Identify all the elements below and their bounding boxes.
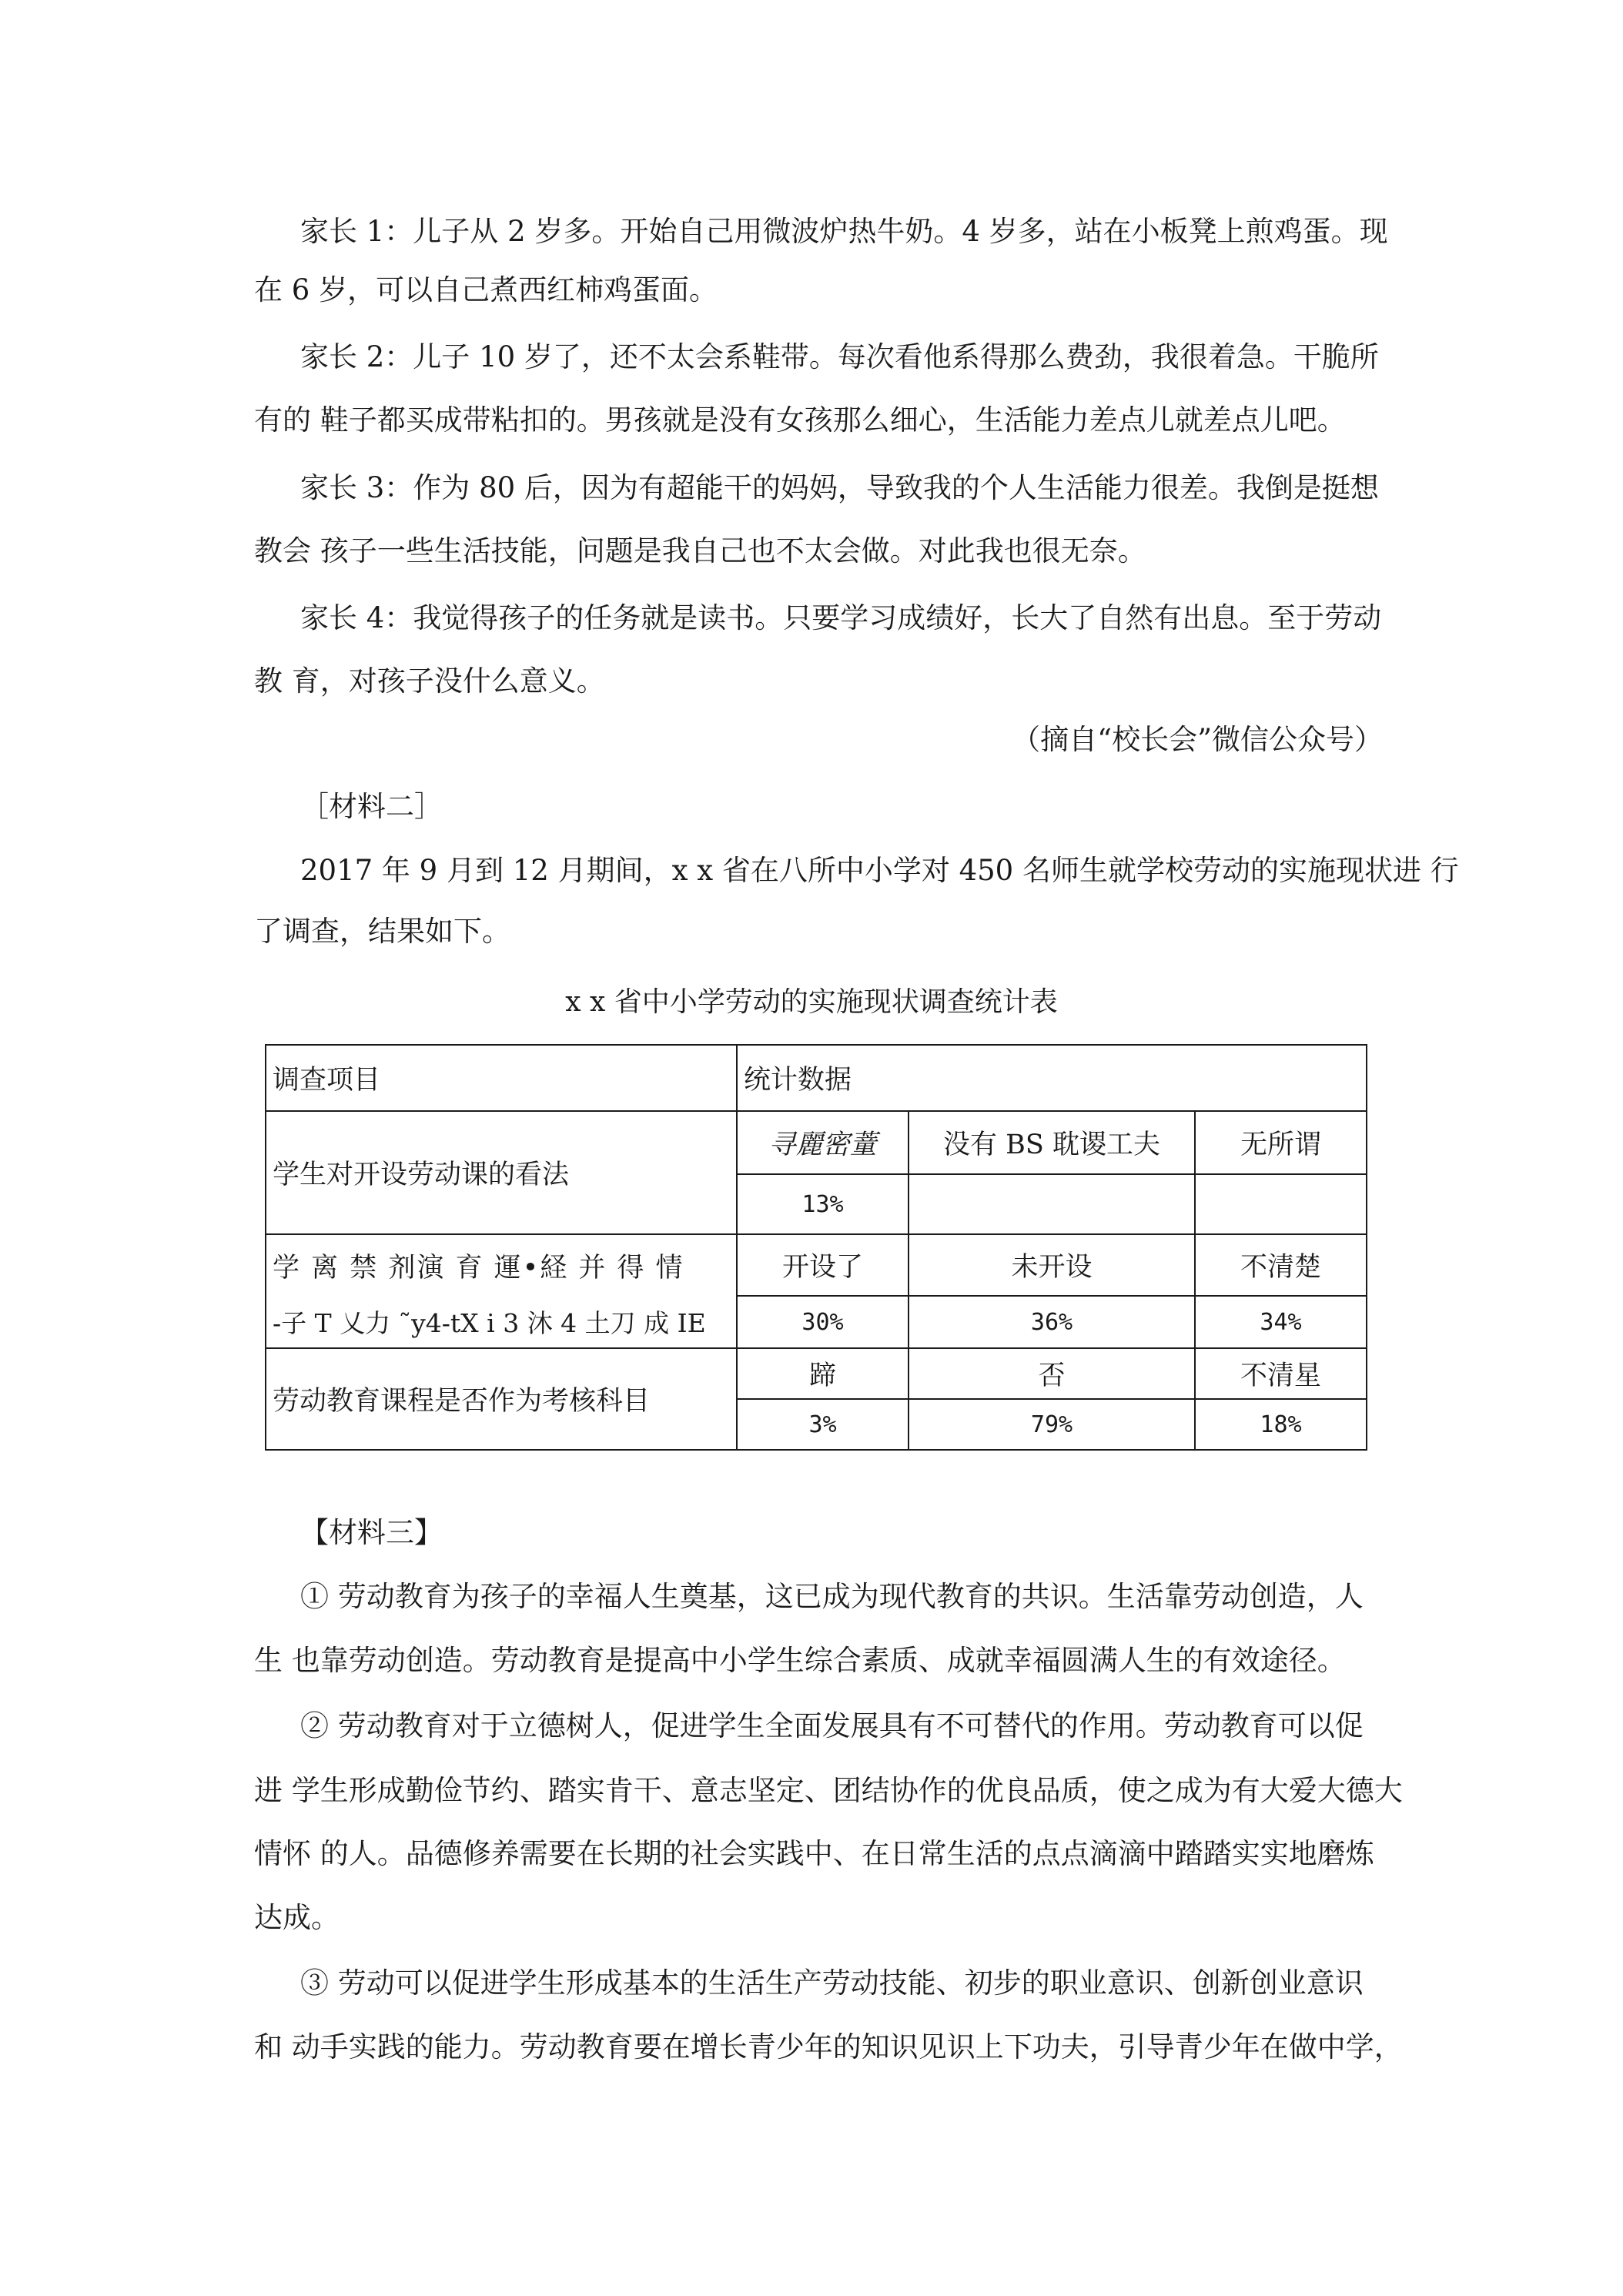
row-value: 30%: [737, 1296, 909, 1348]
row-value: 13%: [737, 1174, 909, 1234]
row-item-line-1: 学 离 禁 剂演 育 運•経 并 得 情: [266, 1234, 737, 1296]
parent-4-line-1: 家长 4：我觉得孩子的任务就是读书。只要学习成绩好，长大了自然有出息。至于劳动: [300, 601, 1382, 634]
material-3-para-2-line-1: ② 劳动教育对于立德树人，促进学生全面发展具有不可替代的作用。劳动教育可以促: [300, 1709, 1364, 1742]
row-label: 寻麗密蕫: [737, 1111, 909, 1174]
parent-1-line-2: 在 6 岁，可以自己煮西红柿鸡蛋面。: [254, 273, 718, 306]
material-2-heading: ［材料二］: [300, 790, 443, 823]
survey-table: [265, 1044, 1367, 1451]
row-value: [909, 1174, 1195, 1234]
source-note: （摘自“校长会”微信公众号）: [1012, 723, 1383, 756]
row-value: 18%: [1195, 1399, 1367, 1450]
material-3-para-2-line-4: 达成。: [254, 1901, 340, 1934]
row-label: 未开设: [909, 1234, 1195, 1296]
material-2-line-2: 了调查，结果如下。: [254, 915, 510, 948]
row-label: 否: [909, 1348, 1195, 1399]
row-label: 无所谓: [1195, 1111, 1367, 1174]
material-3-para-1-line-1: ① 劳动教育为孩子的幸福人生奠基，这已成为现代教育的共识。生活靠劳动创造，人: [300, 1580, 1364, 1613]
parent-2-line-1: 家长 2：儿子 10 岁了，还不太会系鞋带。每次看他系得那么费劲，我很着急。干脆所: [300, 340, 1379, 373]
parent-2-line-2: 有的 鞋子都买成带粘扣的。男孩就是没有女孩那么细心，生活能力差点儿就差点儿吧。: [254, 403, 1346, 437]
material-3-para-3-line-2: 和 动手实践的能力。劳动教育要在增长青少年的知识见识上下功夫，引导青少年在做中学，: [254, 2030, 1403, 2063]
header-statistics: 统计数据: [737, 1045, 1367, 1111]
material-3-para-2-line-2: 进 学生形成勤俭节约、踏实肯干、意志坚定、团结协作的优良品质，使之成为有大爱大德大: [254, 1774, 1403, 1807]
row-label: 不清楚: [1195, 1234, 1367, 1296]
material-3-heading: 【材料三】: [300, 1516, 443, 1549]
parent-4-line-2: 教 育，对孩子没什么意义。: [254, 664, 605, 698]
table-title: x x 省中小学劳动的实施现状调查统计表: [565, 986, 1058, 1018]
row-value: 36%: [909, 1296, 1195, 1348]
table-header-row: [266, 1045, 1367, 1111]
material-3-para-1-line-2: 生 也靠劳动创造。劳动教育是提高中小学生综合素质、成就幸福圆满人生的有效途径。: [254, 1644, 1346, 1677]
table-row: [266, 1111, 1367, 1174]
parent-3-line-1: 家长 3：作为 80 后，因为有超能干的妈妈，导致我的个人生活能力很差。我倒是挺想: [300, 471, 1379, 504]
row-value: [1195, 1174, 1367, 1234]
row-label: 开设了: [737, 1234, 909, 1296]
material-3-para-3-line-1: ③ 劳动可以促进学生形成基本的生活生产劳动技能、初步的职业意识、创新创业意识: [300, 1966, 1364, 2000]
parent-3-line-2: 教会 孩子一些生活技能，问题是我自己也不太会做。对此我也很无奈。: [254, 534, 1146, 567]
table-row: [266, 1296, 1367, 1348]
row-item: 劳动教育课程是否作为考核科目: [266, 1348, 737, 1450]
table-row: [266, 1234, 1367, 1296]
row-label: 蹄: [737, 1348, 909, 1399]
row-item: 学生对开设劳动课的看法: [266, 1111, 737, 1234]
row-item-line-2: -子 T 乂力 ˜y4-tX i 3 沐 4 土刀 成 IE: [266, 1296, 737, 1348]
row-label: 没有 BS 耽谡工夫: [909, 1111, 1195, 1174]
row-value: 79%: [909, 1399, 1195, 1450]
table-row: [266, 1348, 1367, 1399]
material-3-para-2-line-3: 情怀 的人。品德修养需要在长期的社会实践中、在日常生活的点点滴滴中踏踏实实地磨炼: [254, 1837, 1374, 1870]
header-survey-item: 调查项目: [266, 1045, 737, 1111]
row-label: 不清星: [1195, 1348, 1367, 1399]
row-value: 34%: [1195, 1296, 1367, 1348]
material-2-line-1: 2017 年 9 月到 12 月期间，x x 省在八所中小学对 450 名师生就学校劳动的实施现状进 行: [300, 854, 1459, 887]
parent-1-line-1: 家长 1：儿子从 2 岁多。开始自己用微波炉热牛奶。4 岁多，站在小板凳上煎鸡蛋。现: [300, 215, 1388, 248]
row-value: 3%: [737, 1399, 909, 1450]
